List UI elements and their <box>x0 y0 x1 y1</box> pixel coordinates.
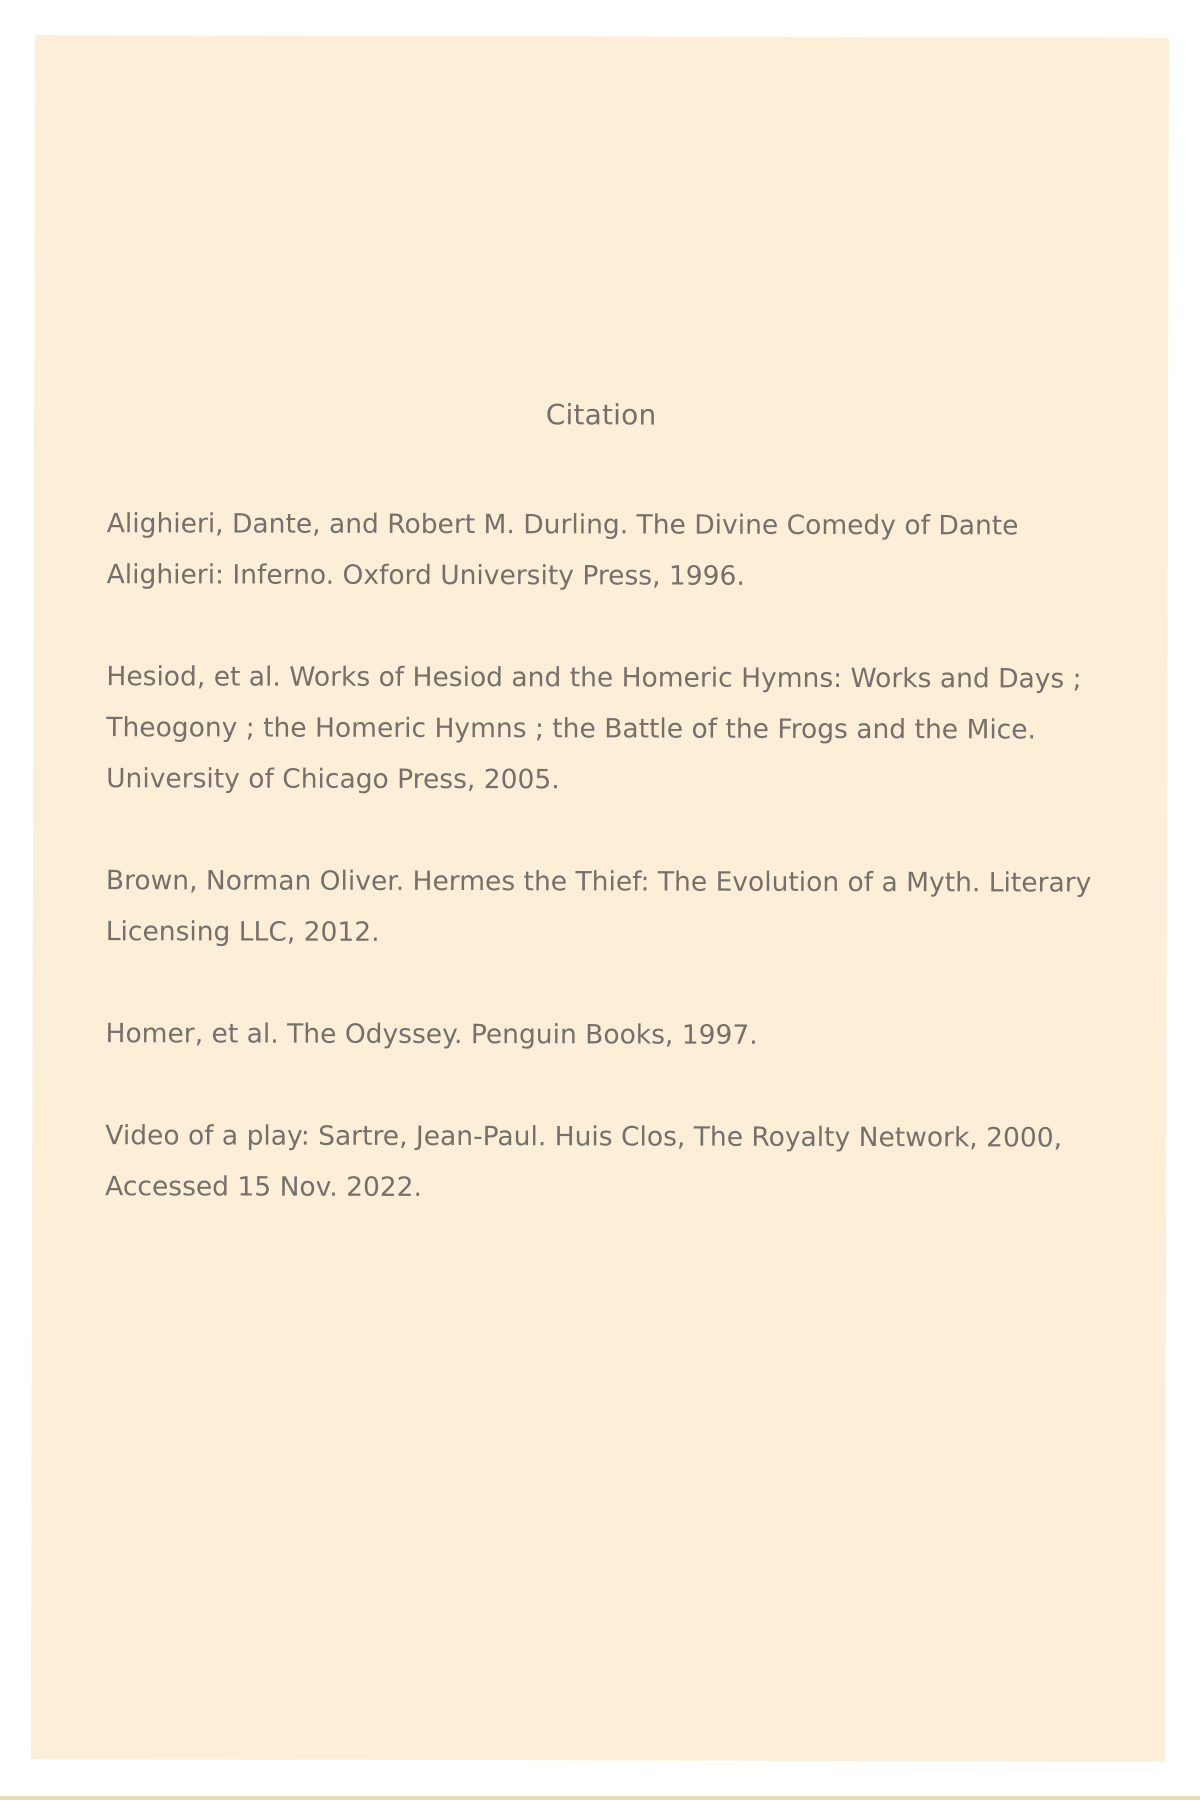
bottom-edge-strip <box>0 1796 1200 1800</box>
citation-list <box>105 498 1107 1265</box>
citation-entry-homer: Homer, et al. The Odyssey. Penguin Books, 1997. <box>105 1018 758 1051</box>
citation-entry-sartre: Video of a play: Sartre, Jean-Paul. Huis Clos, The Royalty Network, 2000, Accessed 15 Nov. 2022. <box>105 1120 1063 1203</box>
citation-entry-dante: Alighieri, Dante, and Robert M. Durling. The Divine Comedy of Dante Alighieri: Inferno. Oxford University Press, 1996. <box>106 508 1019 592</box>
citation-entry-hesiod: Hesiod, et al. Works of Hesiod and the Homeric Hymns: Works and Days ; Theogony ; the Homeric Hymns ; the Battle of the Frogs and the Mice. University of Chicago Press, 2005. <box>106 661 1082 796</box>
citation-entry-brown: Brown, Norman Oliver. Hermes the Thief: The Evolution of a Myth. Literary Licensing LLC, 2012. <box>105 865 1092 948</box>
page-sheet <box>31 35 1169 1762</box>
page-title: Citation <box>545 398 657 432</box>
